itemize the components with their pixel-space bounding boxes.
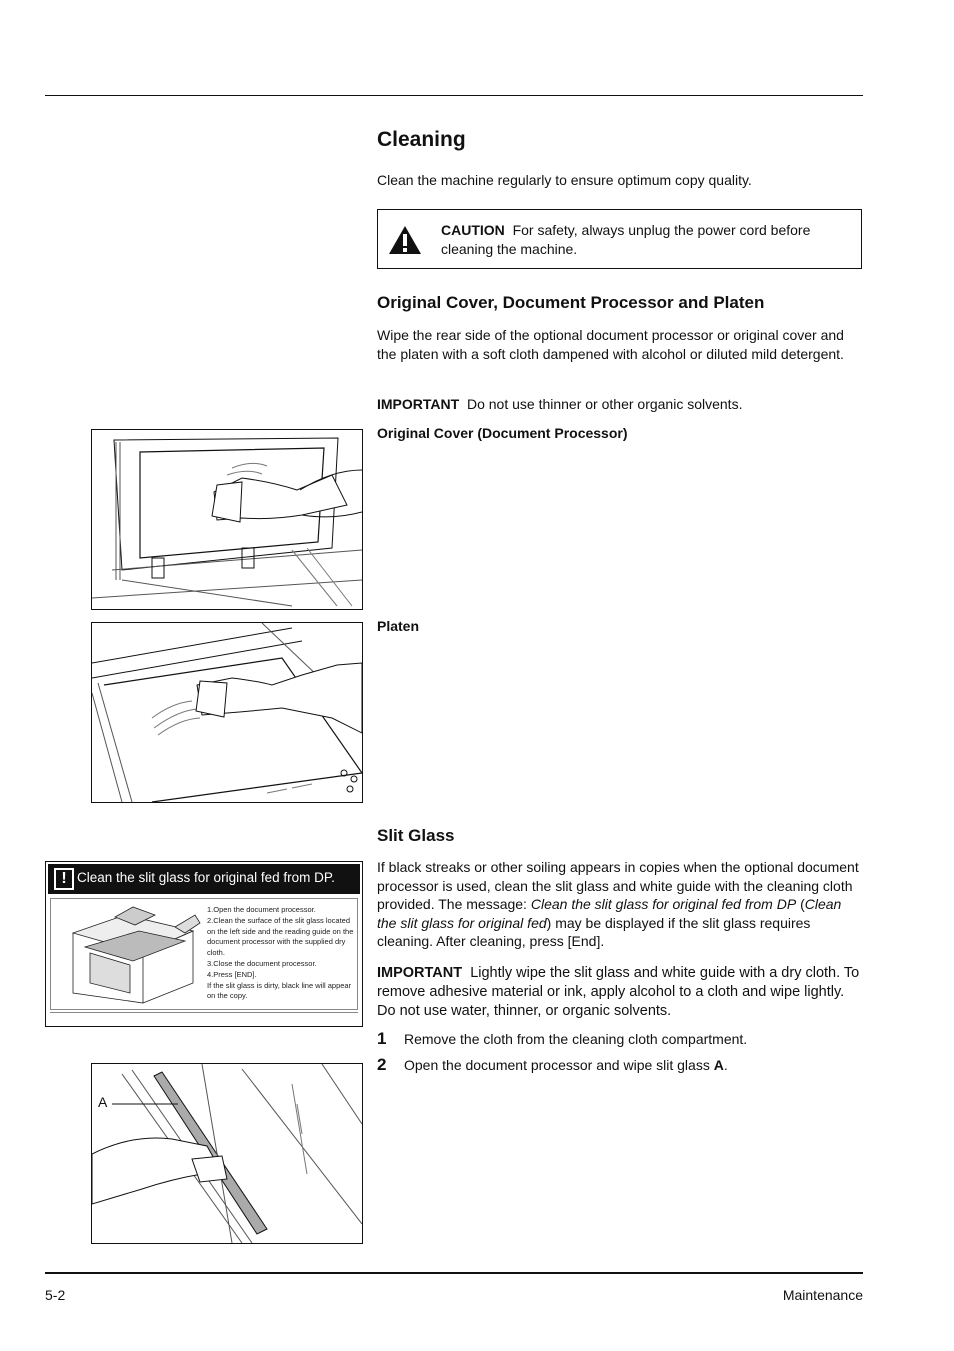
slit-body xyxy=(377,858,863,951)
important-text: Do not use thinner or other organic solvents. xyxy=(466,396,743,412)
section-intro: Clean the machine regularly to ensure optimum copy quality. xyxy=(377,172,752,188)
step-number: 2 xyxy=(377,1055,387,1074)
page-number: 5-2 xyxy=(45,1287,66,1303)
instruction-line: 2.Clean the surface of the slit glass located on the left side and the reading guide on the document processor with the supplied dry cloth. xyxy=(207,915,354,958)
message-panel-header xyxy=(48,864,360,894)
slit-message: Clean the slit glass for original fed from DP xyxy=(530,896,797,912)
slit-important xyxy=(377,964,863,1021)
message-panel-body xyxy=(50,898,358,1010)
slit-body-part: If black streaks or other soiling appears in copies when the optional document processor is used, clean the slit glass and white guide with the cleaning cloth provided. The message: xyxy=(377,859,859,912)
step-1 xyxy=(377,1029,747,1049)
cover-heading: Original Cover, Document Processor and Platen xyxy=(377,293,765,312)
footer-rule xyxy=(45,1272,863,1274)
important-text: Lightly wipe the slit glass and white guide with a dry cloth. To remove adhesive material or ink, apply alcohol to a cloth and wipe lightly. Do not use water, thinner, or organic solvents. xyxy=(377,965,860,1019)
chapter-name: Maintenance xyxy=(782,1287,863,1303)
caption-original-cover: Original Cover (Document Processor) xyxy=(377,425,628,441)
slit-heading: Slit Glass xyxy=(377,826,455,845)
instruction-line: 3.Close the document processor. xyxy=(207,958,317,968)
slit-message-alt: Clean the slit glass for original fed xyxy=(377,896,842,931)
cover-important xyxy=(377,395,863,414)
step-2 xyxy=(377,1055,728,1075)
caution-label: CAUTION xyxy=(441,222,505,238)
instruction-line: 1.Open the document processor. xyxy=(207,905,316,914)
important-label: IMPORTANT xyxy=(377,396,460,412)
label-a: A xyxy=(98,1094,108,1110)
alert-icon: ! xyxy=(54,868,74,890)
original-cover-illustration xyxy=(91,429,363,610)
message-panel xyxy=(45,861,363,1027)
step-bold: A xyxy=(713,1057,724,1073)
instruction-line: 4.Press [END]. xyxy=(207,969,257,979)
caution-box xyxy=(377,209,862,269)
step-text-end: . xyxy=(723,1057,728,1073)
slit-glass-illustration xyxy=(91,1063,363,1244)
cover-body: Wipe the rear side of the optional document processor or original cover and the platen with a soft cloth dampened with alcohol or diluted mild detergent. xyxy=(377,327,844,362)
platen-illustration xyxy=(91,622,363,803)
slit-body-part: ) may be displayed if the slit glass requires cleaning. After cleaning, press [End]. xyxy=(377,914,811,949)
step-number: 1 xyxy=(377,1029,387,1048)
warning-icon xyxy=(388,225,422,255)
caution-text: For safety, always unplug the power cord before cleaning the machine. xyxy=(441,222,811,257)
message-panel-instructions xyxy=(207,905,357,1002)
message-panel-title: Clean the slit glass for original fed from DP. xyxy=(77,870,335,885)
section-title: Cleaning xyxy=(377,128,466,151)
step-text: Remove the cloth from the cleaning cloth compartment. xyxy=(404,1031,748,1047)
message-panel-footer-bar xyxy=(50,1012,358,1023)
step-text: Open the document processor and wipe slit glass xyxy=(404,1057,714,1073)
slit-body-part: ( xyxy=(796,896,805,912)
header-rule xyxy=(45,95,863,96)
instruction-line: If the slit glass is dirty, black line will appear on the copy. xyxy=(207,980,352,1001)
machine-illustration xyxy=(55,903,205,1005)
caption-platen: Platen xyxy=(377,618,420,634)
important-label: IMPORTANT xyxy=(377,965,463,981)
